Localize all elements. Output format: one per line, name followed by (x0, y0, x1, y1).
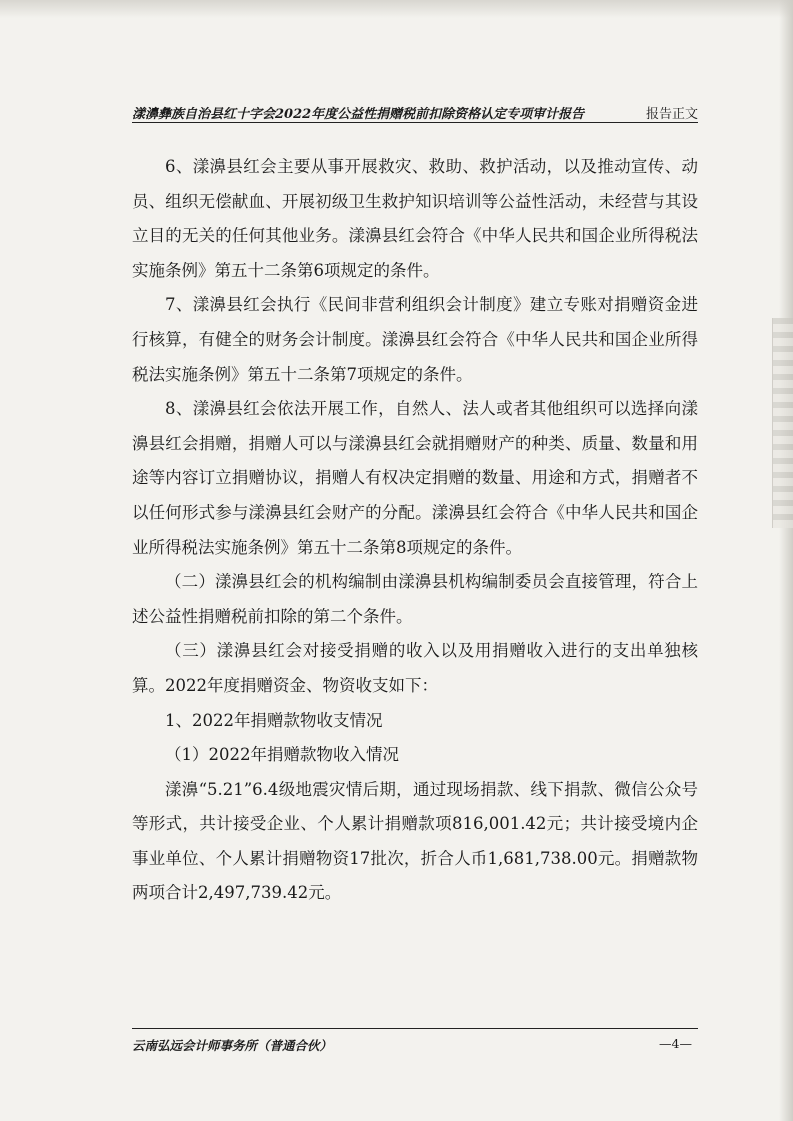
report-title: 漾濞彝族自治县红十字会2022年度公益性捐赠税前扣除资格认定专项审计报告 (132, 107, 585, 122)
page-header (132, 100, 698, 122)
page-number: —4— (659, 1036, 692, 1051)
subheading-donation-summary: 1、2022年捐赠款物收支情况 (165, 710, 383, 730)
paragraph-section-2: （二）漾濞县红会的机构编制由漾濞县机构编制委员会直接管理，符合上述公益性捐赠税前扣除的第二个条件。 (132, 572, 698, 626)
page-footer (132, 1036, 698, 1056)
section-label: 报告正文 (645, 107, 698, 122)
scan-shadow-right (779, 0, 793, 1121)
paragraph-donation-income: 漾濞“5.21”6.4级地震灾情后期，通过现场捐款、线下捐款、微信公众号等形式，共计接受企业、个人累计捐赠款项816,001.42元；共计接受境内企事业单位、个人累计捐赠物资17批次，折合人币1,681,738.00元。捐赠款物两项合计2,497,739.42元。 (132, 779, 698, 903)
firm-name: 云南弘远会计师事务所（普通合伙） (132, 1038, 333, 1053)
paragraph-item-8: 8、漾濞县红会依法开展工作，自然人、法人或者其他组织可以选择向漾濞县红会捐赠，捐赠人可以与漾濞县红会就捐赠财产的种类、质量、数量和用途等内容订立捐赠协议，捐赠人有权决定捐赠的数量、用途和方式，捐赠者不以任何形式参与漾濞县红会财产的分配。漾濞县红会符合《中华人民共和国企业所得税法实施条例》第五十二条第8项规定的条件。 (132, 399, 698, 557)
perforation-seal-strip (772, 318, 793, 528)
scan-shadow-top (0, 0, 793, 18)
footer-divider (132, 1028, 698, 1029)
report-body (132, 150, 698, 911)
subheading-donation-income: （1）2022年捐赠款物收入情况 (165, 745, 399, 765)
header-divider (132, 122, 698, 123)
paragraph-section-3: （三）漾濞县红会对接受捐赠的收入以及用捐赠收入进行的支出单独核算。2022年度捐赠资金、物资收支如下： (132, 641, 698, 695)
paragraph-item-7: 7、漾濞县红会执行《民间非营利组织会计制度》建立专账对捐赠资金进行核算，有健全的财务会计制度。漾濞县红会符合《中华人民共和国企业所得税法实施条例》第五十二条第7项规定的条件。 (132, 295, 698, 384)
paragraph-item-6: 6、漾濞县红会主要从事开展救灾、救助、救护活动，以及推动宣传、动员、组织无偿献血、开展初级卫生救护知识培训等公益性活动，未经营与其设立目的无关的任何其他业务。漾濞县红会符合《中华人民共和国企业所得税法实施条例》第五十二条第6项规定的条件。 (132, 157, 698, 280)
